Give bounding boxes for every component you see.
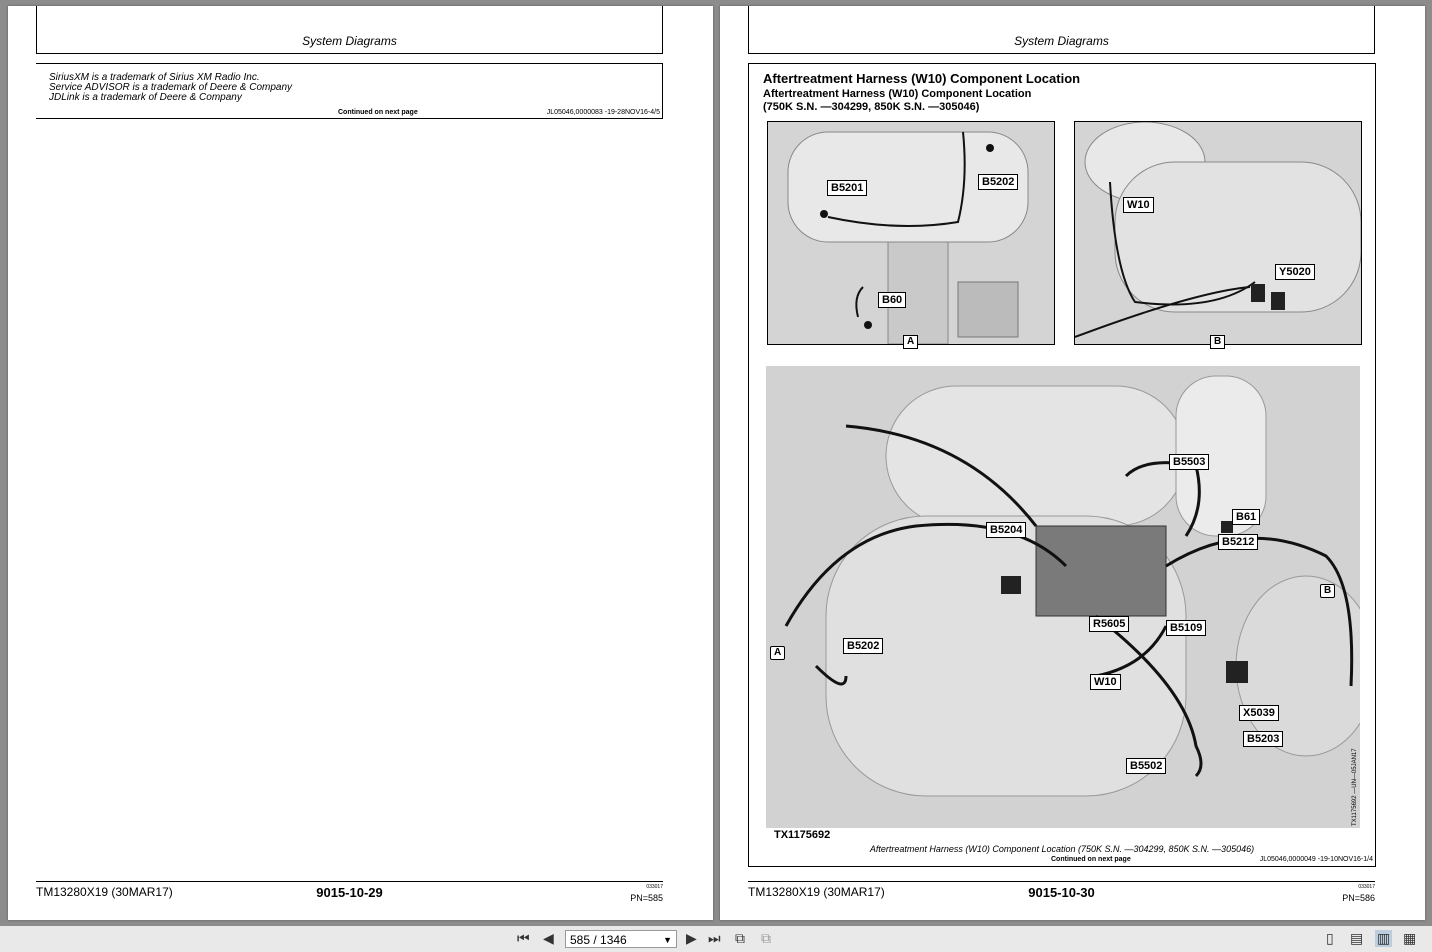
view-b-tag: B — [1210, 335, 1225, 349]
label-x5039: X5039 — [1239, 705, 1279, 721]
content-frame — [748, 63, 1376, 867]
chevron-down-icon: ▼ — [663, 935, 672, 945]
main-view-image — [766, 366, 1360, 828]
footer-pn: PN=585 — [630, 893, 663, 903]
view-b-image — [1074, 121, 1362, 345]
last-page-icon[interactable]: ⏭ — [708, 930, 721, 946]
figure-number: TX1175692 — [774, 829, 831, 841]
continuous-view-icon[interactable]: ▤ — [1350, 930, 1364, 946]
go-forward-icon[interactable]: ⧉ — [761, 930, 771, 946]
right-page — [720, 6, 1425, 920]
trademark-box — [36, 63, 663, 119]
label-b5109: B5109 — [1166, 620, 1206, 636]
arrow-view-a: A — [770, 646, 785, 660]
go-back-icon[interactable]: ⧉ — [735, 930, 745, 946]
left-header — [36, 6, 663, 54]
view-a-tag: A — [903, 335, 918, 349]
label-b5502: B5502 — [1126, 758, 1166, 774]
label-w10-main: W10 — [1090, 674, 1121, 690]
single-page-view-icon[interactable]: ▯ — [1326, 930, 1334, 946]
footer-page-number-right: 9015-10-30 — [1028, 885, 1095, 900]
continued-note-right: Continued on next page — [1051, 856, 1131, 863]
label-b61: B61 — [1232, 509, 1260, 525]
left-page — [8, 6, 713, 920]
two-page-continuous-view-icon[interactable]: ▦ — [1403, 930, 1417, 946]
label-r5605: R5605 — [1089, 616, 1129, 632]
view-a-image — [767, 121, 1055, 345]
right-footer — [748, 881, 1375, 912]
serial-range: (750K S.N. —304299, 850K S.N. —305046) — [763, 101, 980, 113]
view-b-drawing — [1075, 122, 1361, 344]
main-view-drawing — [766, 366, 1360, 828]
two-page-view-icon[interactable]: ▥ — [1377, 930, 1391, 946]
arrow-view-b: B — [1320, 584, 1335, 598]
viewer-toolbar — [0, 926, 1432, 952]
label-b5201: B5201 — [827, 180, 867, 196]
figure-caption: Aftertreatment Harness (W10) Component Location (750K S.N. —304299, 850K S.N. —305046) — [869, 844, 1255, 854]
label-w10: W10 — [1123, 197, 1154, 213]
view-a-drawing — [768, 122, 1054, 344]
footer-page-number: 9015-10-29 — [316, 885, 383, 900]
ref-code: JL05046,0000083 -19-28NOV16-4/5 — [546, 109, 660, 116]
trademark-line: JDLink is a trademark of Deere & Company — [49, 92, 242, 103]
page-selector[interactable] — [565, 930, 677, 948]
footer-date-code-right: 033017 — [1358, 884, 1375, 890]
label-y5020: Y5020 — [1275, 264, 1315, 280]
side-figure-id — [1352, 816, 1360, 826]
label-b5202-main: B5202 — [843, 638, 883, 654]
footer-date-code: 033017 — [646, 884, 663, 890]
label-b5203: B5203 — [1243, 731, 1283, 747]
footer-pn-right: PN=586 — [1342, 893, 1375, 903]
right-header-title: System Diagrams — [1014, 34, 1109, 48]
footer-doc-id-right: TM13280X19 (30MAR17) — [748, 885, 885, 899]
continued-note: Continued on next page — [338, 109, 418, 116]
right-header — [748, 6, 1375, 54]
label-b5202: B5202 — [978, 174, 1018, 190]
left-header-title: System Diagrams — [302, 34, 397, 48]
page-indicator: 585 / 1346 — [570, 933, 627, 947]
previous-page-icon[interactable]: ◀ — [543, 930, 554, 946]
label-b5503: B5503 — [1169, 454, 1209, 470]
ref-code-right: JL05046,0000049 -19-10NOV16-1/4 — [1259, 856, 1373, 863]
next-page-icon[interactable]: ▶ — [686, 930, 697, 946]
trademark-line: Service ADVISOR is a trademark of Deere & Company — [49, 82, 293, 93]
section-title: Aftertreatment Harness (W10) Component Location — [763, 71, 1081, 86]
trademark-line: SiriusXM is a trademark of Sirius XM Radio Inc. — [49, 72, 260, 83]
label-b5204: B5204 — [986, 522, 1026, 538]
footer-doc-id: TM13280X19 (30MAR17) — [36, 885, 173, 899]
label-b60: B60 — [878, 292, 906, 308]
left-footer — [36, 881, 663, 912]
first-page-icon[interactable]: ⏮ — [517, 930, 530, 946]
section-subtitle: Aftertreatment Harness (W10) Component Location — [763, 88, 1032, 100]
label-b5212: B5212 — [1218, 534, 1258, 550]
